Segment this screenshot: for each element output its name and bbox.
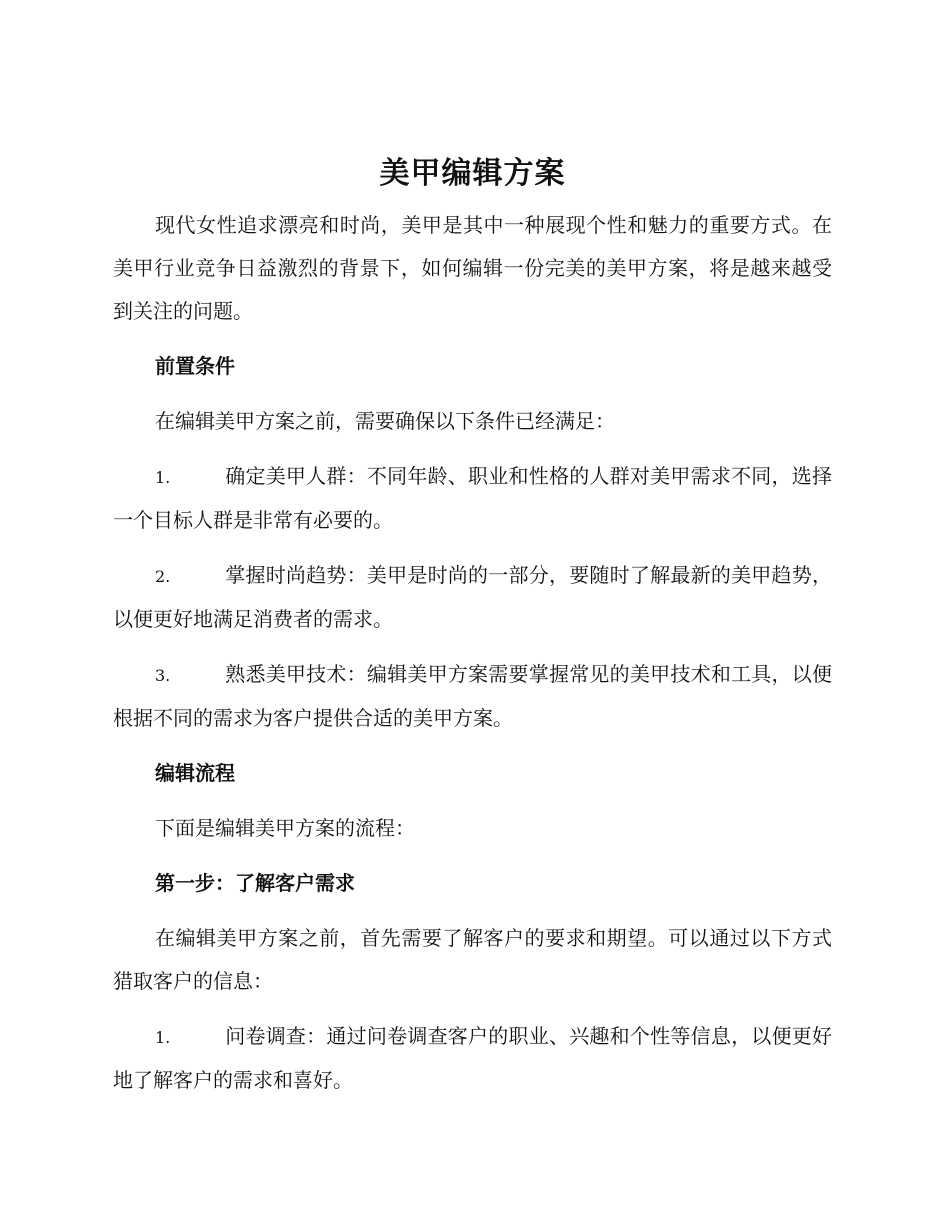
list-item-number: 2. (155, 567, 171, 586)
section-heading-process: 编辑流程 (155, 761, 235, 785)
list-item-text: 掌握时尚趋势：美甲是时尚的一部分，要随时了解最新的美甲趋势，以便更好地满足消费者的需求。 (113, 563, 832, 631)
list-item (113, 554, 832, 641)
list-item-text: 确定美甲人群：不同年龄、职业和性格的人群对美甲需求不同，选择一个目标人群是非常有必要的。 (113, 464, 832, 532)
list-item (113, 1015, 832, 1102)
section-heading-prerequisites: 前置条件 (155, 354, 235, 378)
step-heading-1: 第一步：了解客户需求 (155, 871, 355, 895)
step1-lead: 在编辑美甲方案之前，首先需要了解客户的要求和期望。可以通过以下方式猎取客户的信息： (113, 926, 832, 993)
list-item (113, 653, 832, 740)
list-item-text: 熟悉美甲技术：编辑美甲方案需要掌握常见的美甲技术和工具，以便根据不同的需求为客户提供合适的美甲方案。 (113, 662, 832, 730)
process-lead: 下面是编辑美甲方案的流程： (155, 816, 415, 840)
list-item-number: 1. (155, 468, 171, 487)
list-item (113, 455, 832, 542)
intro-paragraph: 现代女性追求漂亮和时尚，美甲是其中一种展现个性和魅力的重要方式。在美甲行业竞争日益激烈的背景下，如何编辑一份完美的美甲方案，将是越来越受到关注的问题。 (113, 213, 832, 323)
document-title: 美甲编辑方案 (379, 156, 566, 191)
list-item-text: 问卷调查：通过问卷调查客户的职业、兴趣和个性等信息，以便更好地了解客户的需求和喜好。 (113, 1024, 832, 1092)
list-item-number: 1. (155, 1028, 171, 1047)
prerequisites-lead: 在编辑美甲方案之前，需要确保以下条件已经满足： (155, 409, 615, 433)
list-item-number: 3. (155, 666, 171, 685)
